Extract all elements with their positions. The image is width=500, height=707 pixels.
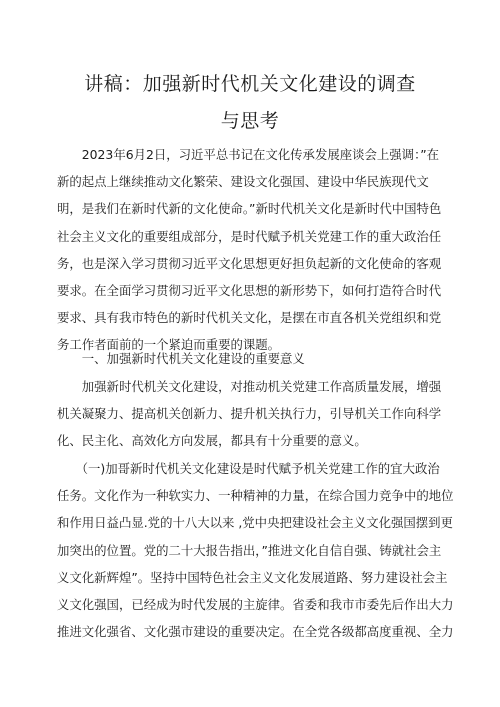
text-line: 义文化强国，已经成为时代发展的主旋律。省委和我市市委先后作出大力 (57, 596, 454, 612)
text-line: 加突出的位置。党的二十大报告指出，”推进文化自信自强、铸就社会主 (57, 542, 442, 558)
paragraph-subsection-1 (57, 455, 454, 645)
document-title-line-2: 与思考 (220, 110, 280, 132)
text-line: 机关凝聚力、提高机关创新力、提升机关执行力，引导机关工作向科学 (57, 406, 442, 422)
text-line: （一)加哥新时代机关文化建设是时代赋予机关党建工作的宜大政治 (57, 461, 440, 476)
text-line: 加强新时代机关文化建设，对推动机关党建工作高质量发展，增强 (57, 379, 442, 394)
text-line: 明，是我们在新时代新的文化使命。”新时代机关文化是新时代中国特色 (57, 201, 442, 217)
text-line: 要求、具有我市特色的新时代机关文化，是摆在市直各机关党组织和党 (57, 310, 442, 326)
text-line: 社会主义文化的重要组成部分，是时代赋予机关党建工作的重大政治任 (57, 228, 442, 244)
text-line: 任务。文化作为一种软实力、一种精神的力量，在综合国力竞争中的地位 (57, 488, 454, 504)
text-line: 义文化新辉煌”。坚持中国特色社会主义文化发展道路、努力建设社会主 (57, 569, 448, 585)
text-line: 化、民主化、高效化方向发展，都具有十分重要的意义。 (57, 433, 367, 449)
paragraph-intro (57, 141, 443, 359)
text-line: 务工作者面前的一个紧迫而重要的课题。 (57, 337, 281, 353)
section-heading-1 (57, 345, 443, 372)
text-line: 和作用日益凸显.党的十八大以来 ,党中央把建设社会主义文化强国摆到更 (57, 515, 453, 531)
paragraph-significance (57, 373, 443, 455)
text-line: 2023年6月2日，习近平总书记在文化传承发展座谈会上强调：”在 (57, 147, 440, 162)
text-line: 推进文化强省、文化强市建设的重要决定。在全党各级都高度重视、全力 (57, 624, 454, 640)
text-line: 要求。在全面学习贯彻习近平文化思想的新形势下，如何打造符合时代 (57, 282, 442, 298)
text-line: 务，也是深入学习贯彻习近平文化思想更好担负起新的文化使命的客观 (57, 255, 442, 271)
text-line: 一、加强新时代机关文化建设的重要意义 (57, 351, 305, 366)
document-title-line-1: 讲稿：加强新时代机关文化建设的调查 (84, 73, 416, 95)
text-line: 新的起点上继续推动文化繁荣、建设文化强国、建设中华民族现代文 (57, 174, 429, 190)
